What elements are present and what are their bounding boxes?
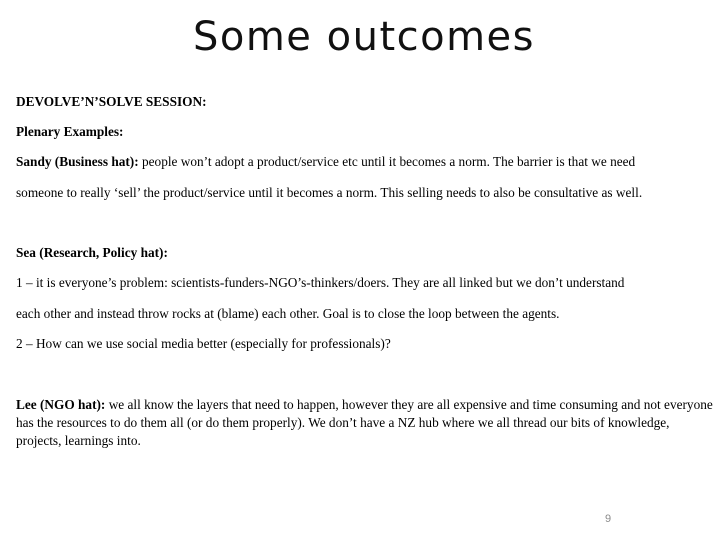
lee-text: we all know the layers that need to happen, however they are all expensive and time consuming and not everyone has the resources to do them all (or do them properly). We don’t have a NZ hub where we all thread our bits of knowledge, projects, learnings into. [16,397,713,448]
sea-label: Sea (Research, Policy hat): [16,245,168,260]
page-number: 9 [604,513,612,525]
sea-point-1-line-1: 1 – it is everyone’s problem: scientists-funders-NGO’s-thinkers/doers. They are all linked but we don’t understand [16,275,625,290]
session-heading: DEVOLVE’N’SOLVE SESSION: [16,94,207,109]
lee-paragraph [16,396,716,450]
lee-label: Lee (NGO hat): [16,397,106,412]
slide-title: Some outcomes [192,14,536,60]
sandy-text-1: people won’t adopt a product/service etc until it becomes a norm. The barrier is that we need [138,154,636,169]
sandy-line-2: someone to really ‘sell’ the product/service until it becomes a norm. This selling needs to also be consultative as well. [16,185,643,200]
sandy-label: Sandy (Business hat): [16,154,139,169]
sea-point-1-line-2: each other and instead throw rocks at (blame) each other. Goal is to close the loop between the agents. [16,306,560,321]
sandy-line-1 [16,153,716,171]
sea-point-2: 2 – How can we use social media better (especially for professionals)? [16,336,391,351]
plenary-heading: Plenary Examples: [16,124,124,139]
